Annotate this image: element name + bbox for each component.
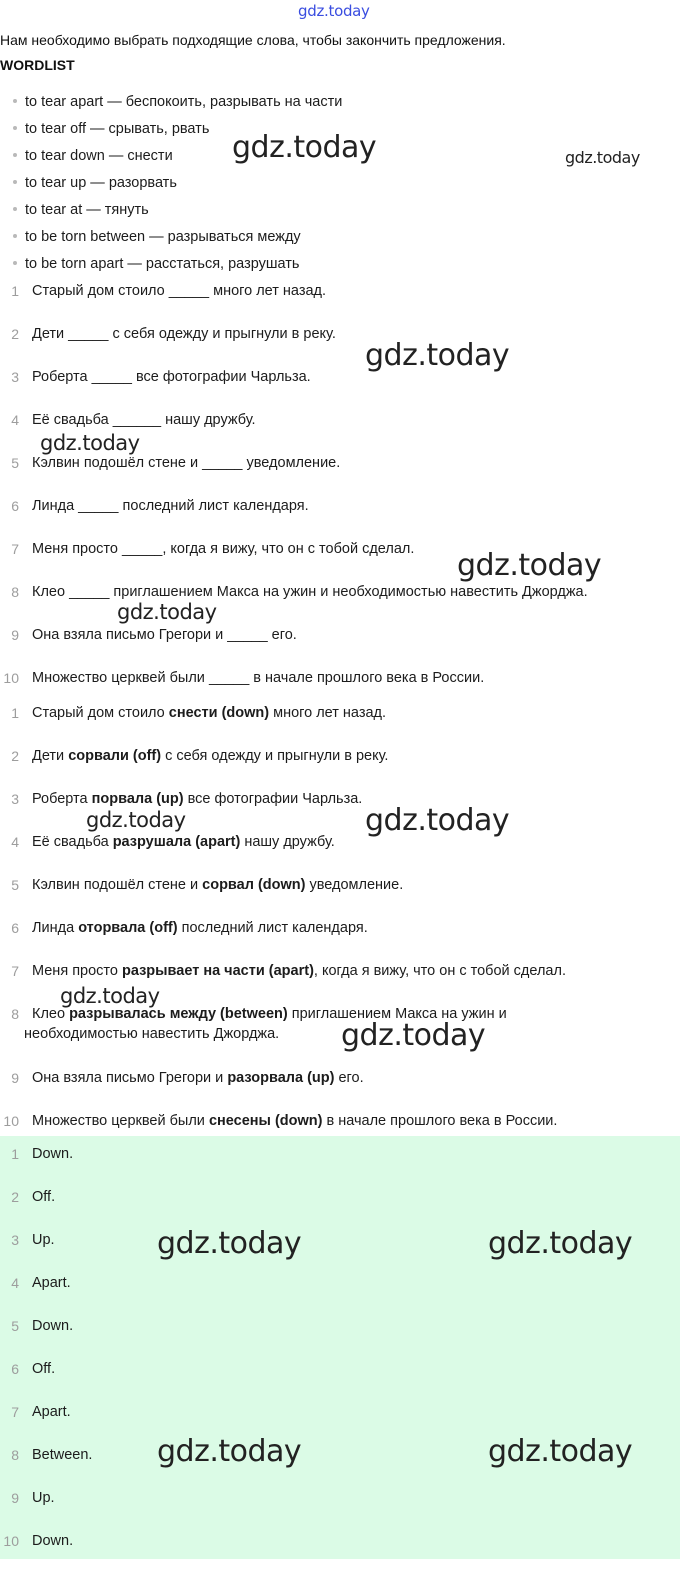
watermark: gdz.today (117, 600, 217, 624)
item-number: 7 (11, 963, 19, 979)
item-number: 1 (11, 283, 19, 299)
watermark: gdz.today (365, 803, 510, 838)
item-number: 1 (11, 1146, 19, 1162)
watermark: gdz.today (488, 1434, 633, 1469)
item-number: 9 (11, 627, 19, 643)
watermark: gdz.today (40, 431, 140, 455)
wordlist-item (10, 173, 342, 200)
answer-text: Она взяла письмо Грегори и разорвала (up) его. (32, 1070, 364, 1086)
wordlist-title: WORDLIST (0, 57, 75, 73)
item-number: 5 (11, 877, 19, 893)
question-text: Она взяла письмо Грегори и _____ его. (32, 627, 297, 643)
item-number: 1 (11, 705, 19, 721)
watermark: gdz.today (488, 1226, 633, 1261)
answer-text: Роберта порвала (up) все фотографии Чарльза. (32, 791, 363, 807)
bullet-icon (13, 99, 17, 103)
question-text: Кэлвин подошёл стене и _____ уведомление. (32, 455, 341, 471)
item-number: 9 (11, 1490, 19, 1506)
short-answer-text: Down. (32, 1318, 74, 1334)
short-answer-text: Up. (32, 1490, 55, 1506)
item-number: 6 (11, 498, 19, 514)
question-text: Дети _____ с себя одежду и прыгнули в реку. (32, 326, 336, 342)
wordlist-item-text: to tear apart — беспокоить, разрывать на части (25, 94, 343, 110)
short-answer-text: Apart. (32, 1404, 71, 1420)
item-number: 10 (3, 1113, 19, 1129)
watermark: gdz.today (232, 130, 377, 165)
watermark: gdz.today (157, 1434, 302, 1469)
short-answer-text: Off. (32, 1189, 56, 1205)
top-watermark: gdz.today (298, 2, 370, 20)
bullet-icon (13, 180, 17, 184)
item-number: 2 (11, 326, 19, 342)
answer-text: Меня просто разрывает на части (apart), когда я вижу, что он с тобой сделал. (32, 963, 566, 979)
item-number: 10 (3, 670, 19, 686)
answer-text: Множество церквей были снесены (down) в начале прошлого века в России. (32, 1113, 558, 1129)
short-answer-text: Down. (32, 1533, 74, 1549)
wordlist-item-text: to be torn between — разрываться между (25, 229, 301, 245)
item-number: 9 (11, 1070, 19, 1086)
item-number: 6 (11, 1361, 19, 1377)
wordlist-item (10, 92, 342, 119)
watermark: gdz.today (157, 1226, 302, 1261)
wordlist-item (10, 227, 342, 254)
bullet-icon (13, 234, 17, 238)
short-answers-panel (0, 1136, 680, 1559)
short-answer-text: Down. (32, 1146, 74, 1162)
answer-highlight: разорвала (up) (227, 1070, 335, 1086)
wordlist-item-text: to tear down — снести (25, 148, 173, 164)
answer-highlight: разрывалась между (between) (69, 1006, 288, 1022)
watermark: gdz.today (86, 808, 186, 832)
watermark: gdz.today (365, 338, 510, 373)
question-text: Роберта _____ все фотографии Чарльза. (32, 369, 311, 385)
item-number: 2 (11, 1189, 19, 1205)
answer-highlight: снесены (down) (208, 1113, 323, 1129)
answer-text: Её свадьба разрушала (apart) нашу дружбу. (32, 834, 335, 850)
wordlist-item (10, 254, 342, 281)
item-number: 8 (11, 1447, 19, 1463)
item-number: 7 (11, 541, 19, 557)
item-number: 6 (11, 920, 19, 936)
short-answer-text: Up. (32, 1232, 55, 1248)
answer-highlight: разрывает на части (apart) (122, 963, 314, 979)
bullet-icon (13, 153, 17, 157)
wordlist (10, 92, 342, 281)
bullet-icon (13, 207, 17, 211)
bullet-icon (13, 126, 17, 130)
question-text: Множество церквей были _____ в начале прошлого века в России. (32, 670, 485, 686)
watermark: gdz.today (341, 1018, 486, 1053)
item-number: 10 (3, 1533, 19, 1549)
bullet-icon (13, 261, 17, 265)
item-number: 3 (11, 369, 19, 385)
wordlist-item-text: to tear off — срывать, рвать (25, 121, 210, 137)
watermark: gdz.today (457, 548, 602, 583)
answer-highlight: сорвали (off) (68, 748, 162, 764)
answer-text: Старый дом стоило снести (down) много лет назад. (32, 705, 387, 721)
wordlist-item-text: to be torn apart — расстаться, разрушать (25, 256, 300, 272)
watermark: gdz.today (565, 148, 640, 167)
answer-highlight: разрушала (apart) (112, 834, 241, 850)
item-number: 5 (11, 455, 19, 471)
wordlist-item-text: to tear up — разорвать (25, 175, 177, 191)
answer-text: Линда оторвала (off) последний лист календаря. (32, 920, 368, 936)
item-number: 4 (11, 412, 19, 428)
item-number: 5 (11, 1318, 19, 1334)
item-number: 4 (11, 834, 19, 850)
item-number: 2 (11, 748, 19, 764)
item-number: 4 (11, 1275, 19, 1291)
wordlist-item-text: to tear at — тянуть (25, 202, 149, 218)
task-instruction: Нам необходимо выбрать подходящие слова, чтобы закончить предложения. (0, 32, 506, 48)
short-answer-text: Apart. (32, 1275, 71, 1291)
item-number: 7 (11, 1404, 19, 1420)
watermark: gdz.today (60, 984, 160, 1008)
short-answer-text: Between. (32, 1447, 93, 1463)
wordlist-item (10, 200, 342, 227)
answer-highlight: сорвал (down) (202, 877, 306, 893)
answer-highlight: порвала (up) (91, 791, 184, 807)
item-number: 8 (11, 584, 19, 600)
question-text: Меня просто _____, когда я вижу, что он с тобой сделал. (32, 541, 415, 557)
item-number: 8 (11, 1006, 19, 1022)
answer-text: Кэлвин подошёл стене и сорвал (down) уведомление. (32, 877, 404, 893)
question-text: Старый дом стоило _____ много лет назад. (32, 283, 327, 299)
answer-highlight: оторвала (off) (78, 920, 178, 936)
question-text: Линда _____ последний лист календаря. (32, 498, 309, 514)
answer-text: Клео разрывалась между (between) приглашением Макса на ужин и необходимостью навестить Джорджа. (24, 1006, 507, 1042)
question-text: Её свадьба ______ нашу дружбу. (32, 412, 256, 428)
item-number: 3 (11, 1232, 19, 1248)
short-answer-text: Off. (32, 1361, 56, 1377)
answer-text: Дети сорвали (off) с себя одежду и прыгнули в реку. (32, 748, 389, 764)
answer-highlight: снести (down) (168, 705, 270, 721)
item-number: 3 (11, 791, 19, 807)
question-text: Клео _____ приглашением Макса на ужин и необходимостью навестить Джорджа. (32, 584, 588, 600)
